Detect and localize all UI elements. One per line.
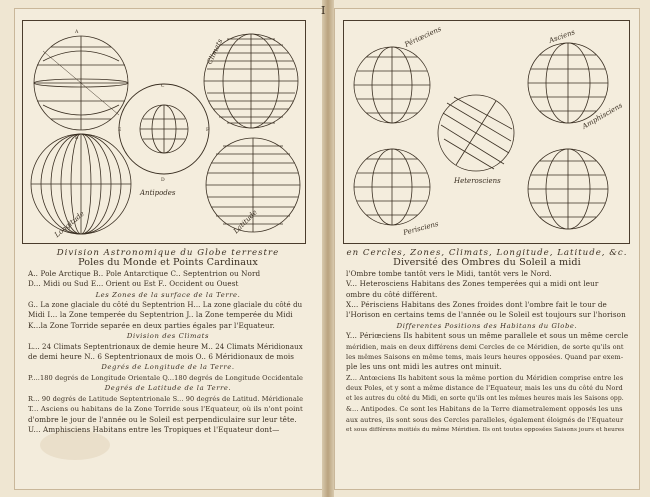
label-perisciens: Perisciens bbox=[402, 219, 440, 237]
left-line: A.. Pole Arctique B.. Pole Antarctique C.. Septentrion ou Nord bbox=[28, 268, 261, 278]
right-line: Z... Antœciens Ils habitent sous la même portion du Méridien comprise entre les bbox=[346, 373, 624, 382]
right-line: ple les uns ont midi les autres ont minuit. bbox=[346, 362, 502, 372]
right-line: &... Antipodes. Ce sont les Habitans de la Terre diametralement opposés les uns bbox=[346, 405, 623, 414]
left-line: D... Midi ou Sud E... Orient ou Est F.. Occident ou Ouest bbox=[28, 279, 239, 289]
right-line: les mêmes Saisons en même tems, mais leurs heures opposées. Quand par exem- bbox=[346, 353, 624, 362]
right-line: deux Poles, et y sont a même distance de l'Equateur, mais les uns du côté du Nord bbox=[346, 384, 623, 393]
right-line: méridien, mais en deux différens demi Cercles de ce Méridien, de sorte qu'ils ont bbox=[346, 342, 624, 351]
right-subtitle: Diversité des Ombres du Soleil a midi bbox=[393, 257, 581, 269]
left-line: Midi I... la Zone temperée du Septentrion J.. la Zone temperée du Midi bbox=[28, 310, 293, 320]
right-line: et les autres du côté du Midi, en sorte qu'ils ont les mêmes heures mais les Saisons opp. bbox=[346, 394, 624, 402]
left-subtitle: Poles du Monde et Points Cardinaux bbox=[78, 257, 258, 269]
right-globes-svg bbox=[344, 21, 629, 243]
svg-text:F: F bbox=[206, 128, 210, 133]
right-line: ombre du côté différent. bbox=[346, 289, 438, 299]
left-engraving bbox=[22, 20, 306, 244]
right-line: Y... Périœciens Ils habitent sous un même parallele et sous un même cercle bbox=[346, 331, 629, 341]
svg-text:C: C bbox=[161, 84, 165, 89]
left-heading: Degrés de Latitude de la Terre. bbox=[104, 384, 232, 393]
left-text-block bbox=[28, 248, 308, 435]
left-title: Division Astronomique du Globe terrestre bbox=[56, 248, 280, 258]
left-heading: Division des Climats bbox=[126, 332, 210, 341]
svg-text:A: A bbox=[75, 30, 79, 35]
label-periaeciens: Périœciens bbox=[403, 24, 443, 49]
label-asciens: Asciens bbox=[547, 28, 577, 45]
left-line: L... 24 Climats Septentrionaux de demie heure M.. 24 Climats Méridionaux bbox=[28, 342, 303, 351]
right-line: et sous différens moitiés du même Méridien. Ils ont toutes opposées Saisons jours et heures bbox=[346, 426, 625, 433]
right-line: aux autres, ils sont sous des Cercles paralleles, également éloignés de l'Equateur bbox=[346, 415, 624, 424]
left-heading: Degrés de Longitude de la Terre. bbox=[101, 363, 235, 372]
right-engraving bbox=[343, 20, 630, 244]
label-antipodes: Antipodes bbox=[140, 189, 176, 197]
right-line: V... Heterosciens Habitans des Zones temperées qui a midi ont leur bbox=[346, 279, 599, 289]
left-line: de demi heure N.. 6 Septentrionaux de mois O.. 6 Méridionaux de mois bbox=[28, 352, 295, 362]
svg-text:B: B bbox=[75, 136, 79, 141]
left-heading: Les Zones de la surface de la Terre. bbox=[95, 290, 241, 299]
label-heterosciens: Heterosciens bbox=[454, 177, 501, 185]
right-title: en Cercles, Zones, Climats, Longitude, Latitude, &c. bbox=[346, 248, 628, 258]
book-gutter bbox=[322, 0, 334, 497]
left-line: d'ombre le jour de l'année ou le Soleil est perpendiculaire sur leur tête. bbox=[28, 414, 297, 424]
label-longitude: Longitude bbox=[53, 209, 86, 240]
svg-text:D: D bbox=[161, 178, 165, 183]
right-line: l'Ombre tombe tantôt vers le Midi, tantôt vers le Nord. bbox=[346, 268, 552, 278]
page-number: I bbox=[321, 4, 326, 17]
left-globes-svg bbox=[23, 21, 305, 243]
right-line: l'Horison en certains tems de l'année ou le Soleil est toujours sur l'horison bbox=[346, 310, 626, 320]
left-line: G.. La zone glaciale du côté du Septentrion H... La zone glaciale du côté du bbox=[28, 301, 303, 310]
left-line: K...la Zone Torride separée en deux parties égales par l'Equateur. bbox=[28, 320, 275, 330]
left-line: R... 90 degrés de Latitude Septentrionale S... 90 degrés de Latitud. Méridionale bbox=[28, 394, 304, 403]
left-line: P....180 degrés de Longitude Orientale Q...180 degrés de Longitude Occidentale bbox=[28, 373, 304, 382]
right-line: X... Périsciens Habitans des Zones froides dont l'ombre fait le tour de bbox=[346, 300, 607, 310]
svg-text:E: E bbox=[118, 128, 122, 133]
label-climats: Climats bbox=[205, 37, 225, 66]
left-line: U... Amphisciens Habitans entre les Tropiques et l'Equateur dont— bbox=[28, 424, 280, 434]
label-amphisciens: Amphisciens bbox=[581, 101, 624, 131]
left-line: T... Asciens ou habitans de la Zone Torride sous l'Equateur, où ils n'ont point bbox=[28, 405, 303, 414]
label-latitude: Latitude bbox=[232, 208, 259, 236]
right-heading: Differentes Positions des Habitans du Globe. bbox=[396, 321, 578, 330]
right-text-block bbox=[346, 248, 628, 435]
